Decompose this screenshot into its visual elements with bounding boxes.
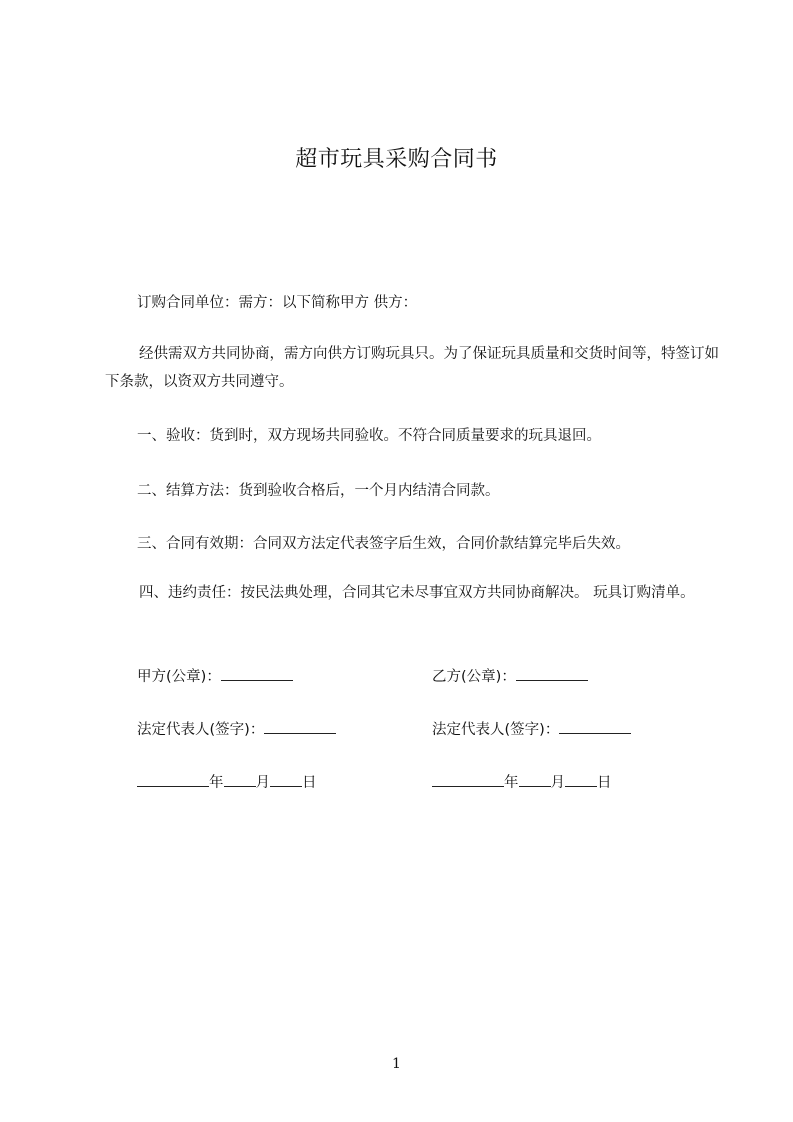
party-a-date [137, 771, 317, 792]
year-label: 年 [209, 775, 224, 791]
party-b-rep-label: 法定代表人(签字)： [432, 722, 560, 738]
party-b-seal-blank[interactable] [516, 665, 588, 681]
party-b-month-blank[interactable] [519, 771, 551, 787]
month-label: 月 [255, 775, 270, 791]
party-b-date [432, 771, 612, 792]
month-label: 月 [550, 775, 565, 791]
purpose-paragraph: 经供需双方共同协商，需方向供方订购玩具只。为了保证玩具质量和交货时间等，特签订如下条款，以资双方共同遵守。 [105, 346, 719, 390]
party-b-seal-label: 乙方(公章)： [432, 669, 516, 685]
day-label: 日 [597, 775, 612, 791]
party-b-rep-blank[interactable] [559, 718, 631, 734]
party-b-representative [432, 718, 631, 739]
clause-acceptance: 一、验收：货到时，双方现场共同验收。不符合同质量要求的玩具退回。 [137, 428, 601, 444]
party-a-rep-blank[interactable] [264, 718, 336, 734]
party-a-month-blank[interactable] [224, 771, 256, 787]
party-a-rep-label: 法定代表人(签字)： [137, 722, 265, 738]
party-a-representative [137, 718, 336, 739]
party-a-seal-label: 甲方(公章)： [137, 669, 221, 685]
party-a-seal [137, 665, 293, 686]
year-label: 年 [504, 775, 519, 791]
clause-settlement: 二、结算方法：货到验收合格后，一个月内结清合同款。 [137, 483, 500, 499]
party-b-year-blank[interactable] [432, 771, 504, 787]
clause-validity: 三、合同有效期：合同双方法定代表签字后生效，合同价款结算完毕后失效。 [137, 536, 630, 552]
intro-line: 订购合同单位：需方：以下简称甲方 供方： [137, 295, 418, 311]
page-number: 1 [392, 1056, 401, 1072]
clause-liability: 四、违约责任：按民法典处理，合同其它未尽事宜双方共同协商解决。 玩具订购清单。 [139, 585, 695, 601]
party-b-day-blank[interactable] [565, 771, 597, 787]
party-a-seal-blank[interactable] [221, 665, 293, 681]
document-title: 超市玩具采购合同书 [295, 147, 498, 172]
party-b-seal [432, 665, 588, 686]
day-label: 日 [302, 775, 317, 791]
party-a-day-blank[interactable] [270, 771, 302, 787]
party-a-year-blank[interactable] [137, 771, 209, 787]
